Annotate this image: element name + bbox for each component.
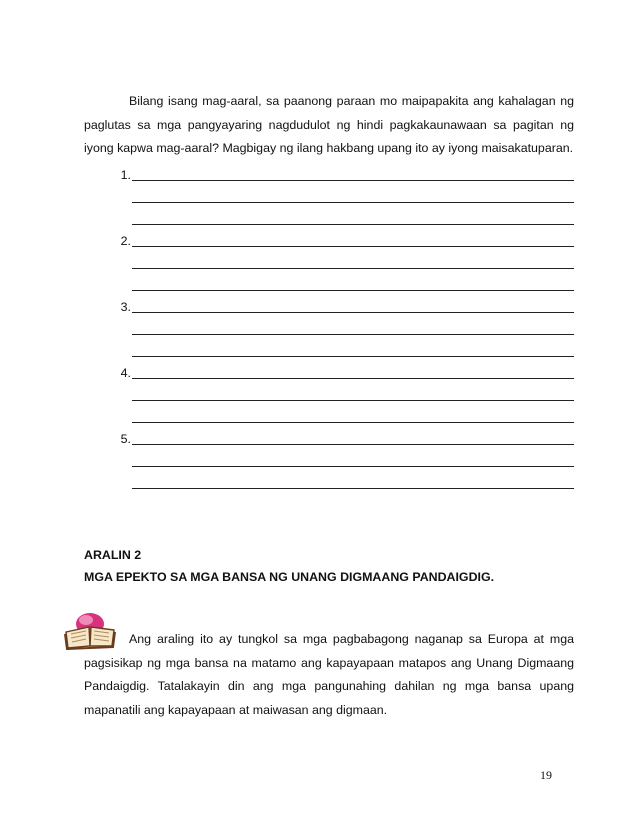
answer-line[interactable] bbox=[132, 208, 574, 230]
answer-line[interactable] bbox=[132, 384, 574, 406]
answer-number: 2. bbox=[120, 234, 131, 248]
answer-number: 5. bbox=[120, 432, 131, 446]
answer-line[interactable] bbox=[132, 296, 574, 318]
answer-list bbox=[108, 164, 574, 494]
answer-item-2 bbox=[108, 230, 574, 296]
answer-line[interactable] bbox=[132, 186, 574, 208]
lesson-label: ARALIN 2 bbox=[84, 548, 142, 562]
lesson-intro-paragraph: Ang araling ito ay tungkol sa mga pagbabagong naganap sa Europa at mga pagsisikap ng mga bansa na matamo ang kapayapaan matapos ang Unang Digmaang Pandaigdig. Tatalakayin din ang mga pangunahing dahilan ng mga bansa upang mapanatili ang kapayapaan at maiwasan ang digmaan. bbox=[84, 632, 574, 717]
answer-line[interactable] bbox=[132, 450, 574, 472]
answer-item-1 bbox=[108, 164, 574, 230]
question-paragraph: Bilang isang mag-aaral, sa paanong paraan mo maipapakita ang kahalagan ng paglutas sa mga pangyayaring nagdudulot ng hindi pagkakaunawaan sa pagitan ng iyong kapwa mag-aaral? Magbigay ng ilang hakbang upang ito ay iyong maisakatuparan. bbox=[84, 94, 574, 155]
answer-item-5 bbox=[108, 428, 574, 494]
answer-item-3 bbox=[108, 296, 574, 362]
answer-number: 4. bbox=[120, 366, 131, 380]
answer-line[interactable] bbox=[132, 252, 574, 274]
answer-number: 3. bbox=[120, 300, 131, 314]
answer-line[interactable] bbox=[132, 340, 574, 362]
answer-item-4 bbox=[108, 362, 574, 428]
answer-number: 1. bbox=[120, 168, 131, 182]
answer-line[interactable] bbox=[132, 318, 574, 340]
answer-line[interactable] bbox=[132, 164, 574, 186]
answer-line[interactable] bbox=[132, 230, 574, 252]
answer-line[interactable] bbox=[132, 362, 574, 384]
answer-line[interactable] bbox=[132, 406, 574, 428]
answer-line[interactable] bbox=[132, 428, 574, 450]
page-number: 19 bbox=[540, 768, 552, 782]
answer-line[interactable] bbox=[132, 274, 574, 296]
answer-line[interactable] bbox=[132, 472, 574, 494]
lesson-title: MGA EPEKTO SA MGA BANSA NG UNANG DIGMAANG PANDAIGDIG. bbox=[84, 570, 495, 584]
